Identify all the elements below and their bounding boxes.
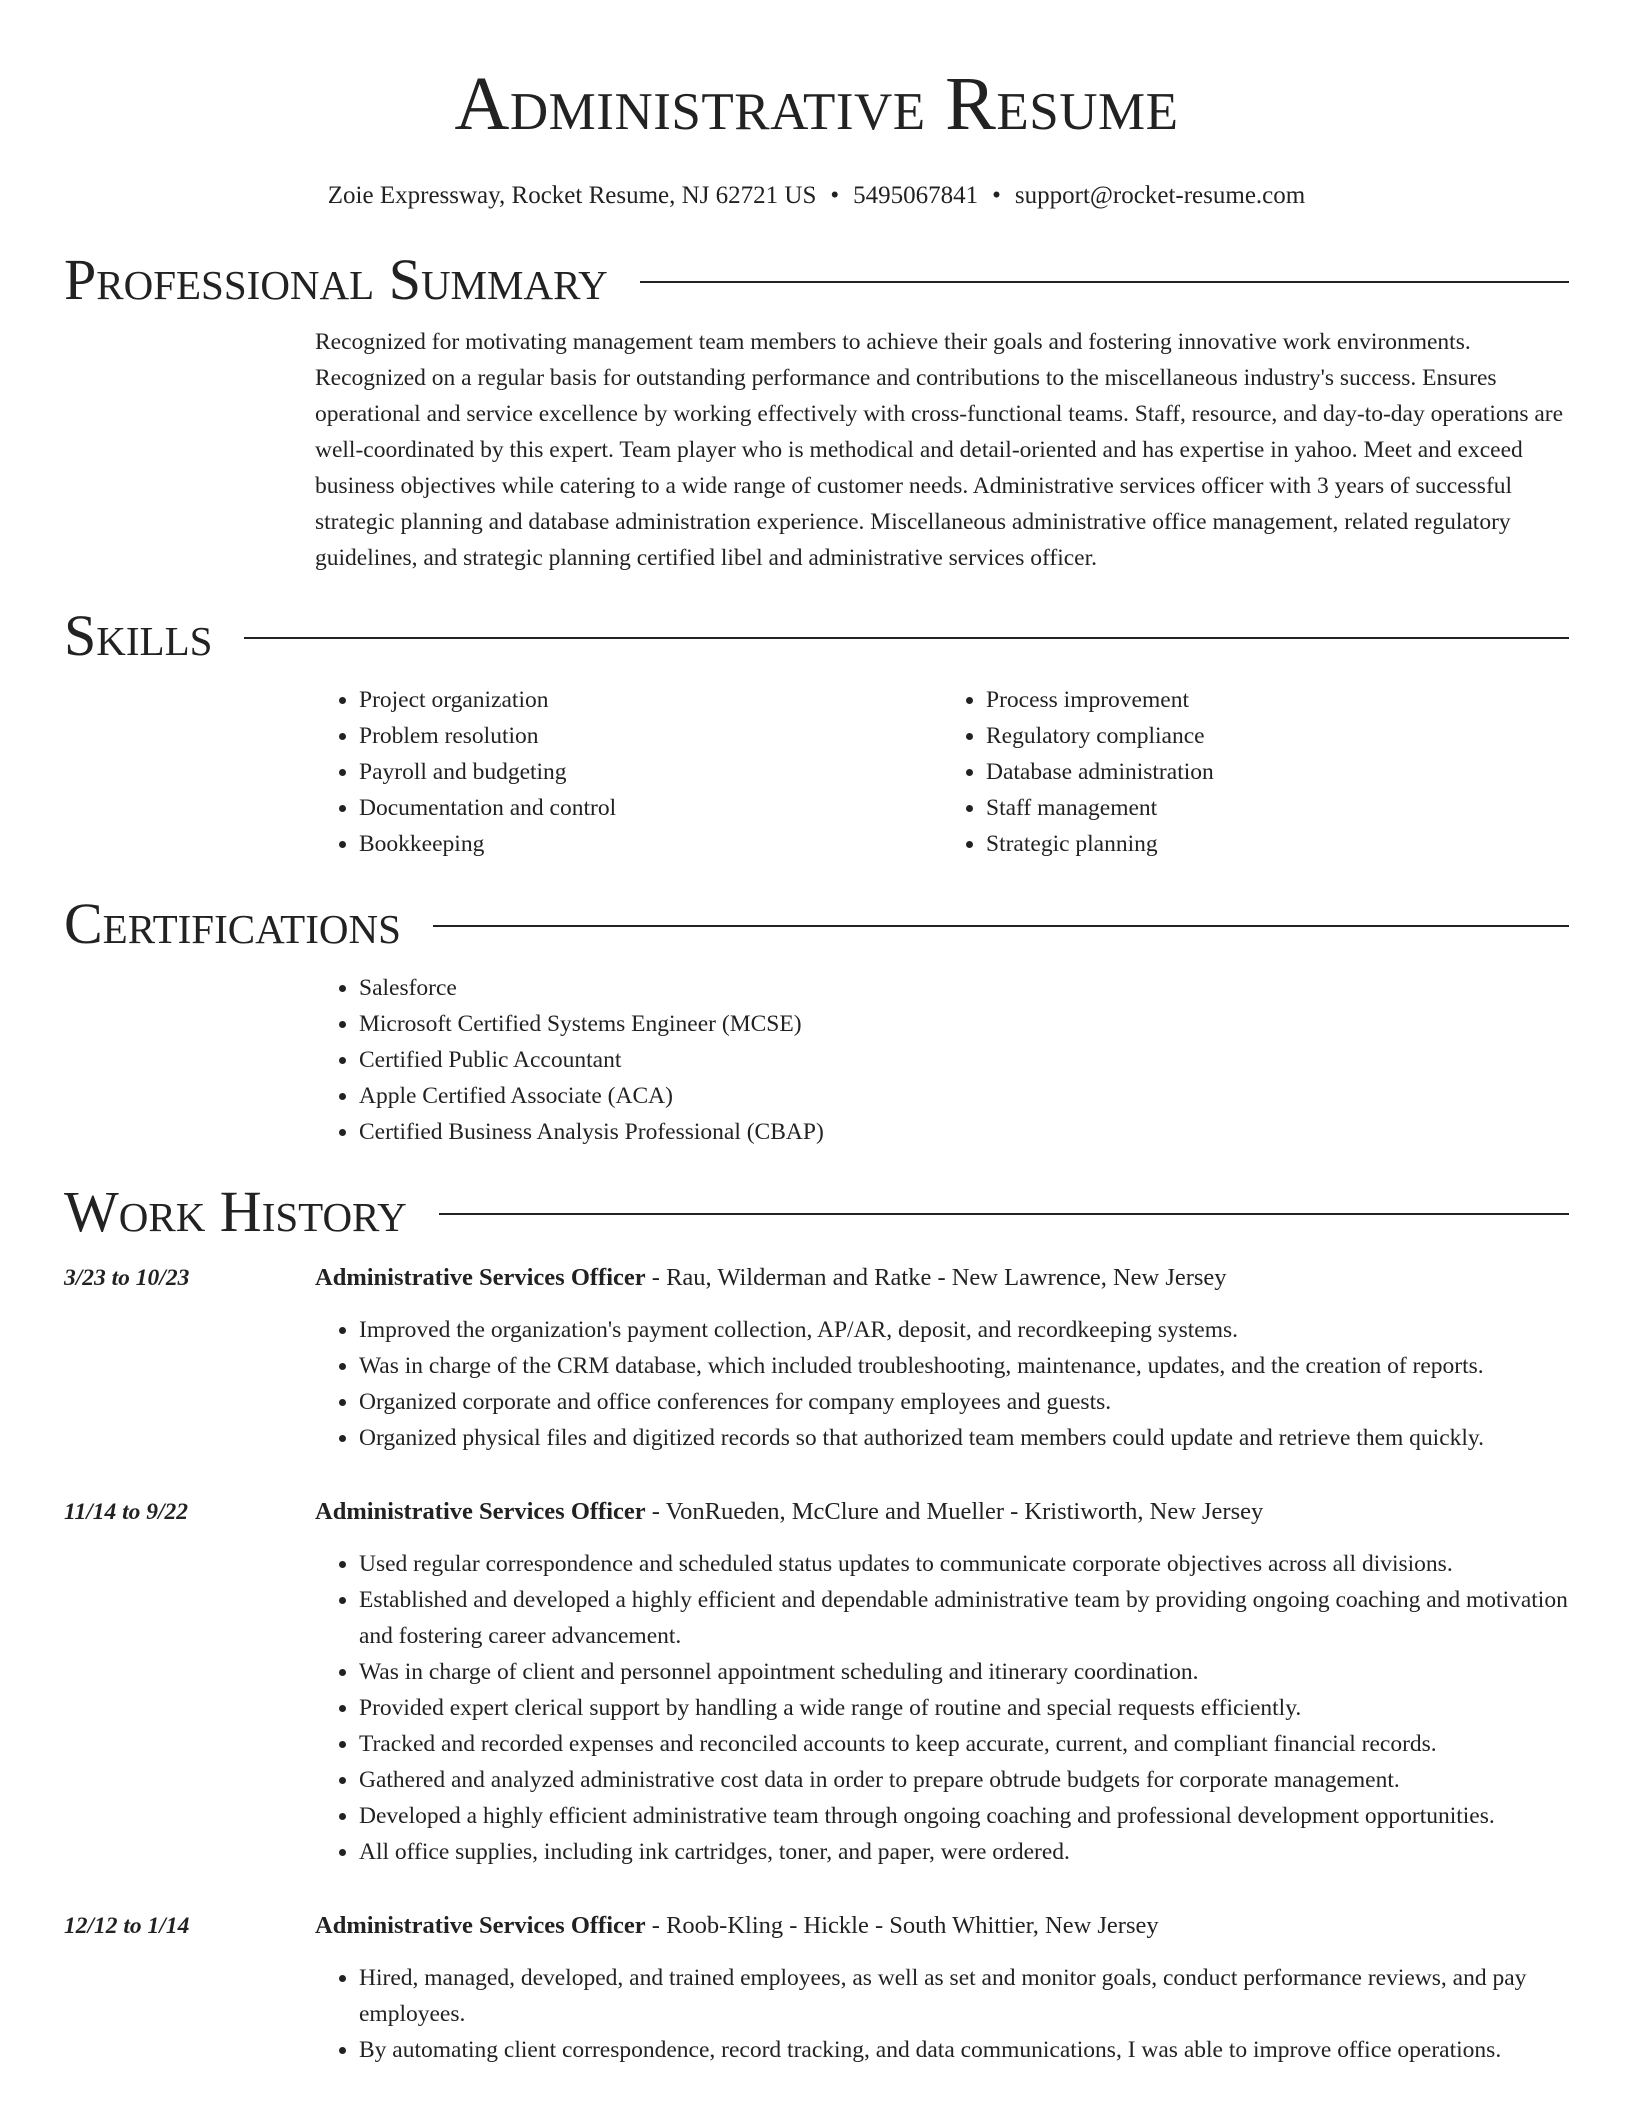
job-bullets (315, 1312, 1569, 1456)
skills-section-header (64, 604, 1569, 668)
skill-item: • Database administration (986, 754, 1569, 790)
page-title: Administrative Resume (454, 62, 1179, 146)
skills-list-left (315, 682, 942, 862)
job-bullet: • Improved the organization's payment collection, AP/AR, deposit, and recordkeeping systems. (359, 1312, 1569, 1348)
job-title: Administrative Services Officer (315, 1264, 646, 1291)
summary-heading: Professional Summary (64, 247, 608, 312)
section-divider (433, 925, 1569, 927)
job-employer: - VonRueden, McClure and Mueller - Kristiworth, New Jersey (645, 1498, 1264, 1525)
section-divider (439, 1213, 1569, 1215)
job-employer: - Rau, Wilderman and Ratke - New Lawrence, New Jersey (645, 1264, 1227, 1291)
section-divider (244, 637, 1569, 639)
contact-phone: 5495067841 (853, 182, 979, 209)
summary-body (315, 324, 1569, 576)
summary-text: Recognized for motivating management team members to achieve their goals and fostering innovative work environments. Recognized on a regular basis for outstanding performance and contributions to the miscellaneous industry's success. Ensures operational and service excellence by working effectively with cross-functional teams. Staff, resource, and day-to-day operations are well-coordinated by this expert. Team player who is methodical and detail-oriented and has expertise in yahoo. Meet and exceed business objectives while catering to a wide range of customer needs. Administrative services officer with 3 years of successful strategic planning and database administration experience. Miscellaneous administrative office management, related regulatory guidelines, and strategic planning certified libel and administrative services officer. (315, 329, 1564, 571)
job-bullet: • Used regular correspondence and scheduled status updates to communicate corporate objectives across all divisions. (359, 1546, 1569, 1582)
job-bullet: • All office supplies, including ink cartridges, toner, and paper, were ordered. (359, 1834, 1569, 1870)
separator-bullet: • (992, 182, 1001, 209)
skill-item: • Project organization (359, 682, 942, 718)
job-bullet: • Organized physical files and digitized records so that authorized team members could update and retrieve them quickly. (359, 1420, 1569, 1456)
skills-list-right (942, 682, 1569, 862)
certifications-list (315, 970, 1569, 1150)
certifications-heading: Certifications (64, 891, 401, 956)
job-bullet: • Was in charge of client and personnel appointment scheduling and itinerary coordination. (359, 1654, 1569, 1690)
skills-body (315, 682, 1569, 862)
contact-line (64, 180, 1569, 212)
job-bullets (315, 1960, 1569, 2068)
skill-item: • Strategic planning (986, 826, 1569, 862)
skill-item: • Staff management (986, 790, 1569, 826)
contact-address: Zoie Expressway, Rocket Resume, NJ 62721 US (327, 182, 817, 209)
skills-heading: Skills (64, 603, 213, 668)
job-bullet: • Tracked and recorded expenses and reconciled accounts to keep accurate, current, and compliant financial records. (359, 1726, 1569, 1762)
job-dates: 3/23 to 10/23 (64, 1265, 190, 1291)
job-content (315, 1260, 1569, 1456)
job-title: Administrative Services Officer (315, 1912, 646, 1939)
job-heading (315, 1908, 1569, 1944)
work-history-heading: Work History (64, 1179, 407, 1244)
job-bullet: • By automating client correspondence, record tracking, and data communications, I was able to improve office operations. (359, 2032, 1569, 2068)
work-history-section-header (64, 1180, 1569, 1244)
skill-item: • Problem resolution (359, 718, 942, 754)
contact-email: support@rocket-resume.com (1014, 182, 1306, 209)
job-title: Administrative Services Officer (315, 1498, 646, 1525)
job-bullet: • Established and developed a highly efficient and dependable administrative team by providing ongoing coaching and motivation and fostering career advancement. (359, 1582, 1569, 1654)
job-content (315, 1908, 1569, 2068)
certifications-body (315, 970, 1569, 1150)
certification-item: • Salesforce (359, 970, 1569, 1006)
separator-bullet: • (830, 182, 840, 209)
job-entry (64, 1260, 1569, 1456)
section-divider (640, 281, 1569, 283)
skill-item: • Documentation and control (359, 790, 942, 826)
job-bullet: • Developed a highly efficient administrative team through ongoing coaching and professional development opportunities. (359, 1798, 1569, 1834)
job-content (315, 1494, 1569, 1870)
job-bullet: • Was in charge of the CRM database, which included troubleshooting, maintenance, updates, and the creation of reports. (359, 1348, 1569, 1384)
job-bullet: • Gathered and analyzed administrative cost data in order to prepare obtrude budgets for corporate management. (359, 1762, 1569, 1798)
certification-item: • Microsoft Certified Systems Engineer (MCSE) (359, 1006, 1569, 1042)
job-bullet: • Provided expert clerical support by handling a wide range of routine and special requests efficiently. (359, 1690, 1569, 1726)
certification-item: • Certified Business Analysis Professional (CBAP) (359, 1114, 1569, 1150)
skill-item: • Payroll and budgeting (359, 754, 942, 790)
job-entry (64, 1908, 1569, 2068)
summary-section-header (64, 248, 1569, 312)
certification-item: • Apple Certified Associate (ACA) (359, 1078, 1569, 1114)
skill-item: • Bookkeeping (359, 826, 942, 862)
job-bullet: • Organized corporate and office conferences for company employees and guests. (359, 1384, 1569, 1420)
certification-item: • Certified Public Accountant (359, 1042, 1569, 1078)
certifications-section-header (64, 892, 1569, 956)
job-dates: 12/12 to 1/14 (64, 1913, 190, 1939)
job-bullet: • Hired, managed, developed, and trained employees, as well as set and monitor goals, conduct performance reviews, and pay employees. (359, 1960, 1569, 2032)
job-bullets (315, 1546, 1569, 1870)
skill-item: • Regulatory compliance (986, 718, 1569, 754)
job-employer: - Roob-Kling - Hickle - South Whittier, New Jersey (645, 1912, 1159, 1939)
job-dates: 11/14 to 9/22 (64, 1499, 189, 1525)
job-heading (315, 1260, 1569, 1296)
job-entry (64, 1494, 1569, 1870)
job-heading (315, 1494, 1569, 1530)
skill-item: • Process improvement (986, 682, 1569, 718)
